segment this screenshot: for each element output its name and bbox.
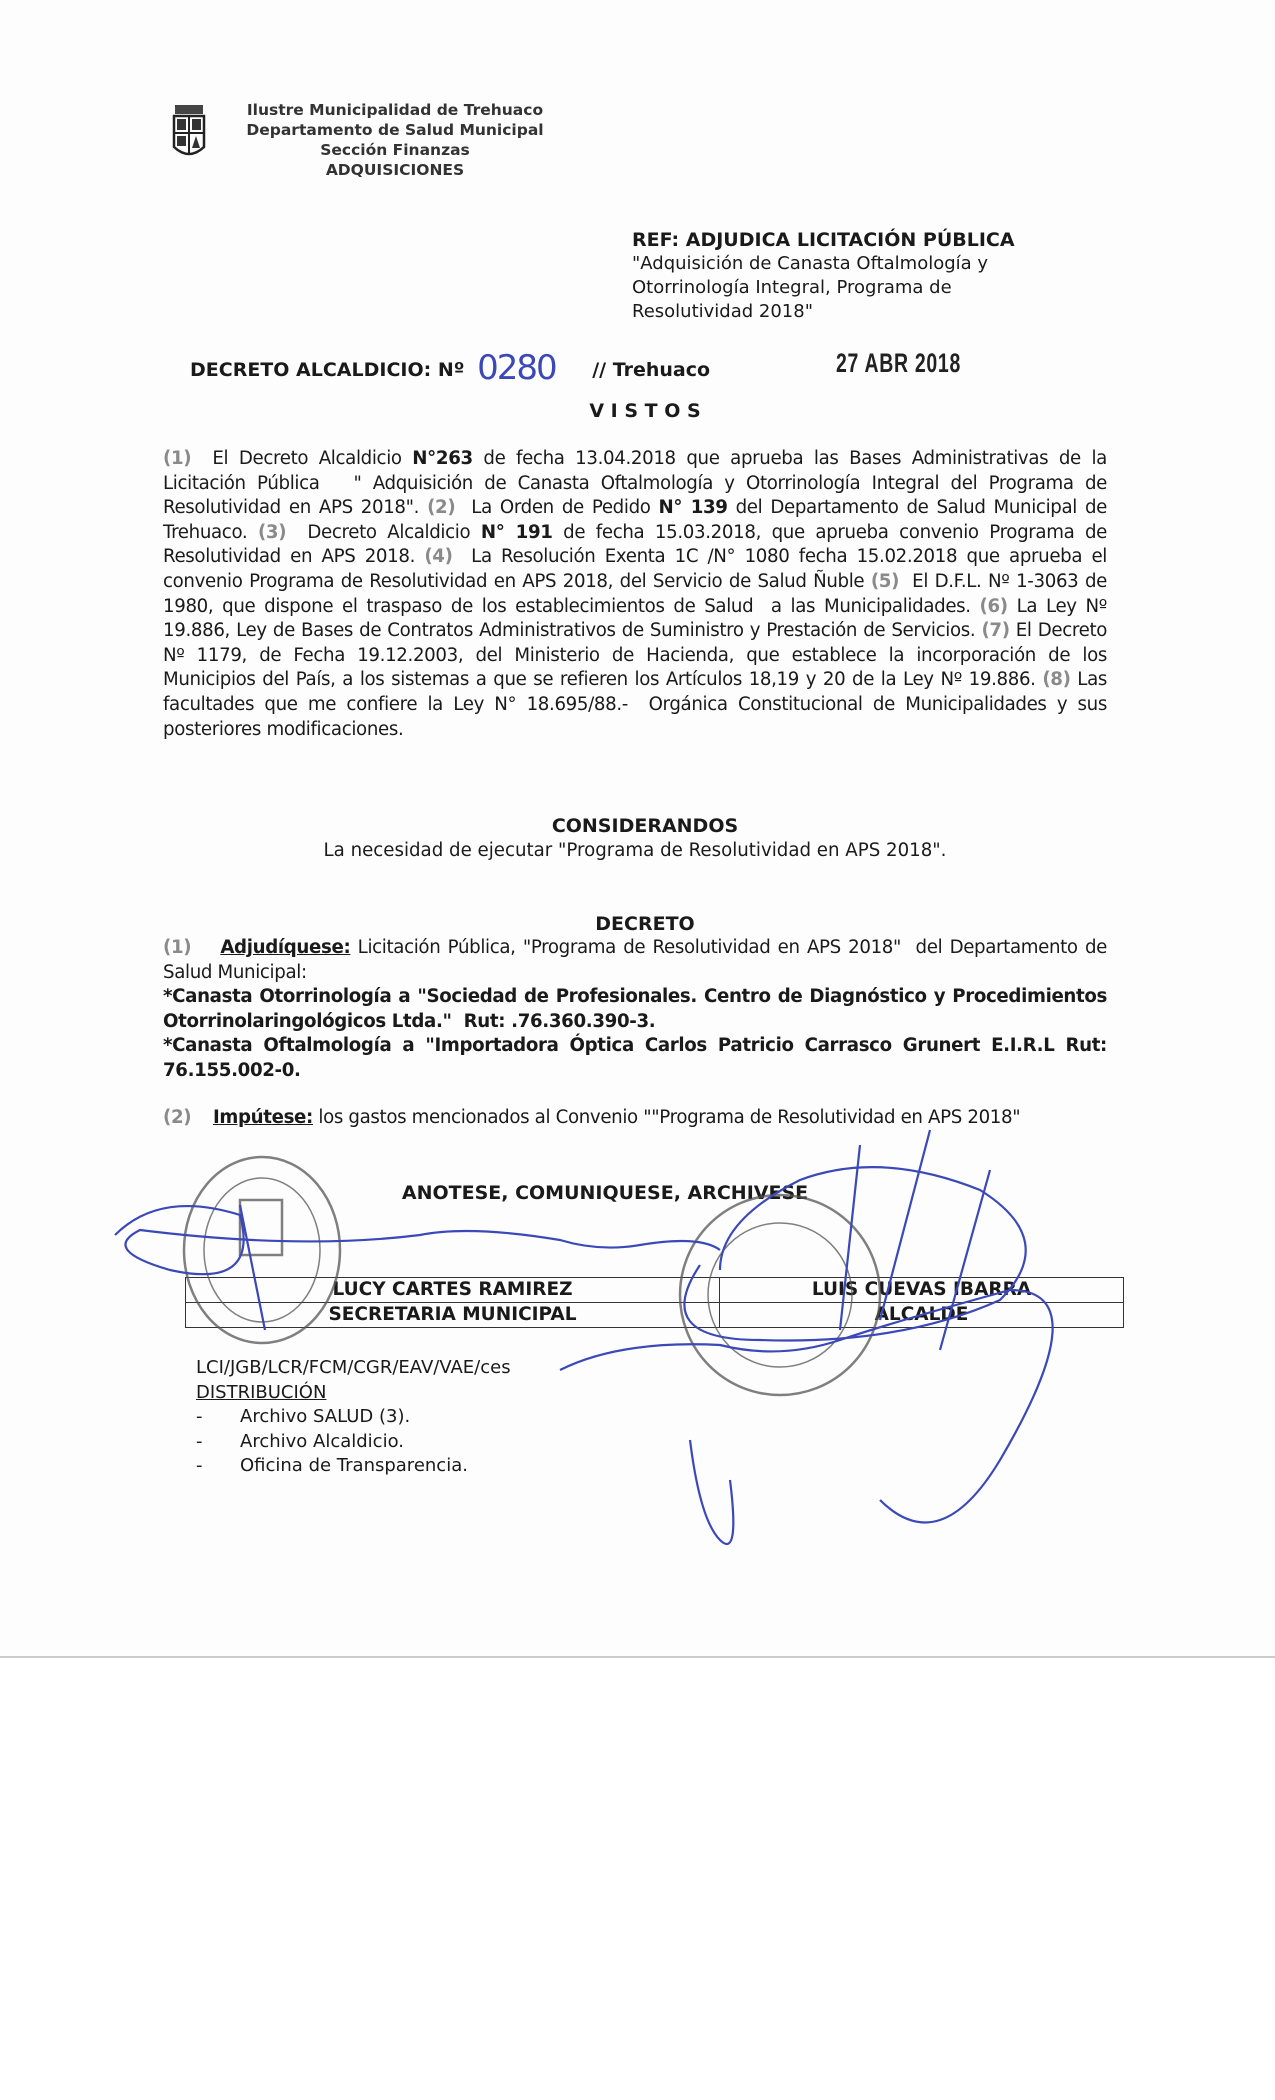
emphasized-text: Impútese: — [212, 1107, 313, 1128]
distribution-item: - Archivo SALUD (3). — [196, 1405, 511, 1430]
distribution-item-text: Archivo SALUD (3). — [240, 1406, 411, 1427]
decreto-award-oftalmo — [163, 1034, 1113, 1083]
item-number: (2) — [427, 497, 456, 519]
decree-label: DECRETO ALCALDICIO: Nº — [190, 359, 465, 381]
body-text: El Decreto Nº 1179, de Fecha 19.12.2003, del Ministerio de Hacienda, que establece la incorporación de los Municipios del País, a los sistemas a que se refieren los Artículos 18,19 y 20 de la Ley Nº 19.886. — [163, 620, 1113, 691]
decree-number-handwritten: 0280 — [477, 348, 556, 388]
body-text: Licitación Pública, "Programa de Resolutividad en APS 2018" del Departamento de Salud Municipal: — [163, 937, 1113, 983]
signatory-left-name: LUCY CARTES RAMIREZ — [186, 1278, 720, 1302]
municipal-coat-of-arms-logo — [172, 103, 206, 161]
distribution-item-text: Oficina de Transparencia. — [240, 1455, 468, 1476]
signatory-left-title: SECRETARIA MUNICIPAL — [186, 1303, 720, 1327]
body-text: del Departamento de Salud Municipal de Trehuaco. — [163, 497, 1113, 543]
header-line-unit: ADQUISICIONES — [325, 161, 465, 179]
emphasized-text: N°263 — [412, 448, 473, 469]
item-number: (3) — [257, 521, 287, 543]
reference-line: "Adquisición de Canasta Oftalmología y — [632, 253, 989, 274]
emphasized-text: Adjudíquese: — [220, 937, 351, 958]
signatory-right-name: LUIS CUEVAS IBARRA — [811, 1279, 1032, 1300]
decree-date-stamp: 27 ABR 2018 — [836, 348, 961, 378]
body-text — [191, 937, 220, 958]
emphasized-text: N° 139 — [658, 497, 728, 519]
emphasized-text: *Canasta Otorrinología a "Sociedad de Profesionales. Centro de Diagnóstico y Procedimientos Otorrinolaringológicos Ltda." Rut: .76.360.390-3. — [163, 986, 1113, 1032]
reference-line: Otorrinología Integral, Programa de — [632, 277, 952, 298]
emphasized-text: N° 191 — [480, 521, 553, 543]
decreto-item-2 — [163, 1106, 1107, 1131]
signatory-right-title: ALCALDE — [874, 1304, 969, 1325]
typist-initials: LCI/JGB/LCR/FCM/CGR/EAV/VAE/ces — [196, 1357, 511, 1378]
distribution-item-text: Archivo Alcaldicio. — [240, 1430, 404, 1452]
body-text: El Decreto Alcaldicio — [191, 448, 413, 469]
considerandos-heading: CONSIDERANDOS — [551, 815, 739, 837]
signature-table — [185, 1277, 1124, 1328]
decree-number-line — [190, 348, 710, 388]
distribution-label: DISTRIBUCIÓN — [196, 1381, 327, 1403]
header-line-department: Departamento de Salud Municipal — [246, 121, 544, 139]
body-text: Decreto Alcaldicio — [286, 521, 481, 543]
item-number: (1) — [163, 937, 192, 958]
vistos-heading: V I S T O S — [589, 400, 701, 422]
considerandos-text: La necesidad de ejecutar "Programa de Resolutividad en APS 2018". — [323, 840, 947, 861]
distribution-item: - Archivo Alcaldicio. — [196, 1430, 511, 1455]
reference-title: REF: ADJUDICA LICITACIÓN PÚBLICA — [632, 229, 1015, 251]
body-text: de fecha 15.03.2018, que aprueba convenio Programa de Resolutividad en APS 2018. — [163, 521, 1113, 568]
item-number: (8) — [1042, 669, 1071, 691]
header-line-municipality: Ilustre Municipalidad de Trehuaco — [246, 101, 544, 119]
header-line-section: Sección Finanzas — [320, 141, 470, 159]
body-text: La Orden de Pedido — [455, 497, 659, 519]
body-text: Las facultades que me confiere la Ley N° 18.695/88.- Orgánica Constitucional de Municipalidades y sus posteriores modificaciones. — [163, 669, 1113, 740]
body-text: La Resolución Exenta 1C /N° 1080 fecha 15.02.2018 que aprueba el convenio Programa de Resolutividad en APS 2018, del Servicio de Salud Ñuble — [163, 546, 1113, 592]
emphasized-text: *Canasta Oftalmología a "Importadora Óptica Carlos Patricio Carrasco Grunert E.I.R.L Rut: 76.155.002-0. — [163, 1035, 1113, 1081]
body-text: El D.F.L. Nº 1-3063 de 1980, que dispone el traspaso de los establecimientos de Salud a las Municipalidades. — [163, 570, 1113, 617]
body-text: los gastos mencionados al Convenio ""Programa de Resolutividad en APS 2018" — [312, 1107, 1021, 1128]
decree-place: // Trehuaco — [592, 359, 711, 381]
decreto-heading: DECRETO — [595, 913, 695, 935]
distribution-item: - Oficina de Transparencia. — [196, 1454, 511, 1479]
body-text: de fecha 13.04.2018 que aprueba las Bases Administrativas de la Licitación Pública " Adquisición de Canasta Oftalmología y Otorrinología Integral del Programa de Resolutividad en APS 2018". — [163, 448, 1113, 519]
institution-header — [230, 100, 560, 180]
body-text — [191, 1107, 213, 1128]
item-number: (2) — [163, 1107, 192, 1128]
item-number: (5) — [870, 570, 900, 592]
decreto-award-otorrino — [163, 985, 1113, 1034]
distribution-block — [196, 1356, 511, 1479]
reference-block — [632, 228, 1102, 324]
body-text: La Ley Nº 19.886, Ley de Bases de Contratos Administrativos de Suministro y Prestación de Servicios. — [163, 595, 1113, 642]
item-number: (1) — [163, 448, 192, 469]
item-number: (6) — [979, 595, 1008, 617]
decreto-item-1 — [163, 936, 1113, 985]
closing-formula: ANOTESE, COMUNIQUESE, ARCHIVESE — [401, 1182, 809, 1204]
item-number: (7) — [981, 620, 1010, 642]
reference-line: Resolutividad 2018" — [632, 301, 813, 322]
item-number: (4) — [424, 546, 453, 568]
vistos-paragraph — [163, 447, 1113, 742]
